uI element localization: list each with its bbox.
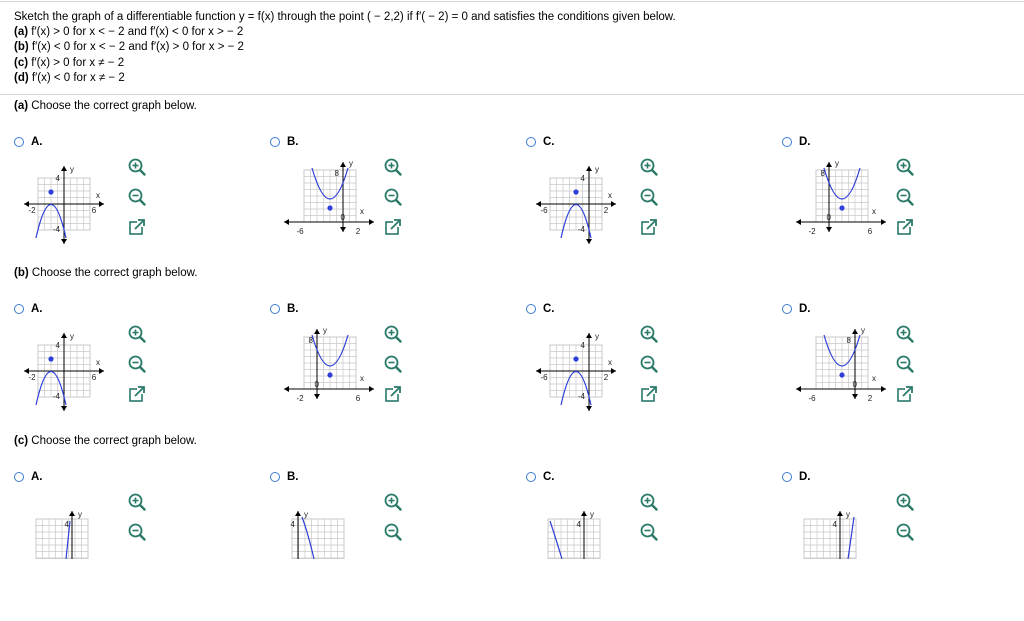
radio-button[interactable] (782, 472, 792, 482)
graph-thumbnail (270, 321, 380, 431)
y-axis-arrow-up (586, 333, 592, 338)
axis-label-y: y (70, 332, 74, 341)
tick-label-ymin: -4 (52, 392, 60, 401)
tick-label-xmin: -2 (28, 206, 36, 215)
zoom-out-icon[interactable] (126, 186, 148, 208)
tick-label-ymin: -4 (577, 392, 585, 401)
axis-label-y: y (861, 326, 865, 335)
option-label: B. (287, 303, 299, 315)
graph-grid (304, 170, 356, 222)
condition-d (14, 71, 676, 86)
graph-grid (36, 519, 88, 559)
zoom-in-icon[interactable] (382, 323, 404, 345)
tick-label-xmax: 2 (867, 394, 873, 403)
tick-label-ymax: 4 (55, 174, 60, 183)
option-label: A. (31, 303, 43, 315)
axis-label-x: x (96, 191, 100, 200)
tick-label-xmax: 2 (603, 373, 609, 382)
tick-label-ymax: 4 (576, 520, 581, 529)
part-prompt (14, 435, 197, 447)
graph-point (327, 372, 332, 377)
answer-option-a[interactable] (14, 471, 264, 621)
graph-curve (848, 517, 854, 559)
graph-grid (816, 337, 868, 389)
tick-label-ymax: 4 (290, 520, 295, 529)
tick-label-xmax: 6 (355, 394, 361, 403)
popout-icon[interactable] (638, 383, 660, 405)
condition-tag: (c) (14, 56, 29, 69)
axis-label-x: x (96, 358, 100, 367)
option-label: D. (799, 136, 811, 148)
zoom-in-icon[interactable] (126, 323, 148, 345)
y-axis-arrow-down (852, 394, 858, 399)
y-axis-arrow-up (61, 333, 67, 338)
zoom-in-icon[interactable] (638, 491, 660, 513)
condition-tag: (a) (14, 26, 29, 39)
condition-tag: (d) (14, 71, 29, 84)
axis-label-y: y (349, 159, 353, 168)
tick-label-xmax: 6 (91, 206, 97, 215)
radio-button[interactable] (270, 137, 280, 147)
part-prompt (14, 100, 197, 112)
answer-option-c[interactable] (526, 471, 776, 621)
answer-option-b[interactable] (270, 303, 520, 453)
tick-label-xmax: 6 (91, 373, 97, 382)
answer-option-d[interactable] (782, 471, 1024, 621)
axis-label-y: y (590, 510, 594, 519)
radio-button[interactable] (270, 472, 280, 482)
y-axis-arrow-up (69, 511, 75, 516)
zoom-in-icon[interactable] (382, 491, 404, 513)
graph-thumbnail (14, 321, 124, 431)
axis-label-x: x (360, 374, 364, 383)
graph-thumbnail (14, 154, 124, 264)
graph-thumbnail (270, 154, 380, 264)
tick-label-xmax: 2 (603, 206, 609, 215)
axis-label-y: y (595, 332, 599, 341)
part-prompt-text: Choose the correct graph below. (28, 100, 197, 112)
tick-label-xmin: -6 (808, 394, 816, 403)
y-axis-arrow-up (581, 511, 587, 516)
answer-option-c[interactable] (526, 136, 776, 286)
option-label: A. (31, 471, 43, 483)
condition-text: f′(x) < 0 for x ≠ − 2 (31, 71, 125, 84)
top-border (0, 1, 1024, 2)
graph-thumbnail (526, 321, 636, 431)
radio-button[interactable] (526, 137, 536, 147)
popout-icon[interactable] (126, 383, 148, 405)
option-header[interactable] (270, 303, 299, 315)
tick-label-xmin: -2 (28, 373, 36, 382)
tick-label-ymin: 0 (314, 380, 319, 389)
radio-button[interactable] (14, 137, 24, 147)
zoom-in-icon[interactable] (382, 156, 404, 178)
part-prompt-text: Choose the correct graph below. (28, 435, 197, 447)
option-header[interactable] (270, 136, 299, 148)
axis-label-y: y (835, 159, 839, 168)
problem-statement (14, 10, 676, 86)
axis-label-x: x (360, 207, 364, 216)
zoom-in-icon[interactable] (894, 491, 916, 513)
graph-point (48, 189, 53, 194)
zoom-out-icon[interactable] (126, 521, 148, 543)
answer-option-c[interactable] (526, 303, 776, 453)
graph-thumbnail (782, 489, 892, 559)
radio-button[interactable] (782, 304, 792, 314)
zoom-out-icon[interactable] (382, 521, 404, 543)
x-axis-arrow-left (284, 386, 289, 392)
graph-curve (302, 517, 314, 559)
tick-label-ymax: 8 (308, 336, 313, 345)
radio-button[interactable] (14, 304, 24, 314)
part-tag: (a) (14, 100, 29, 112)
graph-thumbnail (270, 489, 380, 559)
tick-label-xmin: -6 (296, 227, 304, 236)
graph-point (839, 205, 844, 210)
zoom-out-icon[interactable] (894, 353, 916, 375)
popout-icon[interactable] (638, 216, 660, 238)
graph-grid (292, 519, 344, 559)
axis-label-x: x (608, 191, 612, 200)
option-header[interactable] (526, 303, 555, 315)
option-label: A. (31, 136, 43, 148)
tick-label-ymin: -4 (577, 225, 585, 234)
answer-option-a[interactable] (14, 136, 264, 286)
x-axis-arrow-right (369, 219, 374, 225)
graph-thumbnail (782, 154, 892, 264)
zoom-in-icon[interactable] (638, 323, 660, 345)
option-label: C. (543, 471, 555, 483)
popout-icon[interactable] (894, 216, 916, 238)
axis-label-y: y (70, 165, 74, 174)
x-axis-arrow-right (611, 201, 616, 207)
tick-label-ymin: 0 (826, 213, 831, 222)
tick-label-ymax: 4 (55, 341, 60, 350)
radio-button[interactable] (526, 472, 536, 482)
option-label: C. (543, 136, 555, 148)
axis-label-y: y (78, 510, 82, 519)
graph-point (573, 356, 578, 361)
y-axis-arrow-up (586, 166, 592, 171)
tick-label-xmin: -2 (296, 394, 304, 403)
y-axis-arrow-down (586, 239, 592, 244)
axis-label-x: x (872, 374, 876, 383)
y-axis-arrow-up (826, 162, 832, 167)
zoom-out-icon[interactable] (382, 353, 404, 375)
axis-label-y: y (595, 165, 599, 174)
axis-label-x: x (872, 207, 876, 216)
x-axis-arrow-left (796, 219, 801, 225)
condition-text: f′(x) < 0 for x < − 2 and f′(x) > 0 for x > − 2 (31, 41, 244, 54)
y-axis-arrow-up (852, 329, 858, 334)
part-prompt-text: Choose the correct graph below. (28, 267, 198, 279)
tick-label-ymax: 4 (580, 341, 585, 350)
axis-label-x: x (608, 358, 612, 367)
option-header[interactable] (270, 471, 299, 483)
zoom-out-icon[interactable] (894, 186, 916, 208)
graph-thumbnail (782, 321, 892, 431)
tick-label-ymin: -4 (52, 225, 60, 234)
x-axis-arrow-left (796, 386, 801, 392)
condition-a (14, 25, 676, 40)
condition-tag: (b) (14, 41, 29, 54)
answer-option-d[interactable] (782, 303, 1024, 453)
option-header[interactable] (526, 136, 555, 148)
condition-text: f′(x) > 0 for x < − 2 and f′(x) < 0 for x > − 2 (31, 26, 244, 39)
option-header[interactable] (526, 471, 555, 483)
graph-thumbnail (14, 489, 124, 559)
option-header[interactable] (14, 471, 43, 483)
option-label: C. (543, 303, 555, 315)
y-axis-arrow-up (295, 511, 301, 516)
condition-b (14, 40, 676, 55)
zoom-out-icon[interactable] (638, 353, 660, 375)
tick-label-ymin: 0 (340, 213, 345, 222)
popout-icon[interactable] (894, 383, 916, 405)
answer-option-a[interactable] (14, 303, 264, 453)
tick-label-ymin: 0 (852, 380, 857, 389)
tick-label-xmax: 6 (867, 227, 873, 236)
axis-label-y: y (323, 326, 327, 335)
part-tag: (c) (14, 435, 29, 447)
graph-curve (550, 521, 562, 559)
zoom-out-icon[interactable] (382, 186, 404, 208)
y-axis-arrow-down (314, 394, 320, 399)
radio-button[interactable] (782, 137, 792, 147)
tick-label-ymax: 8 (820, 169, 825, 178)
tick-label-xmin: -2 (808, 227, 816, 236)
popout-icon[interactable] (382, 383, 404, 405)
popout-icon[interactable] (126, 216, 148, 238)
x-axis-arrow-right (881, 386, 886, 392)
zoom-out-icon[interactable] (638, 521, 660, 543)
zoom-out-icon[interactable] (638, 186, 660, 208)
popout-icon[interactable] (382, 216, 404, 238)
tick-label-ymax: 8 (846, 336, 851, 345)
option-header[interactable] (14, 136, 43, 148)
y-axis-arrow-down (826, 227, 832, 232)
answer-option-b[interactable] (270, 471, 520, 621)
graph-point (573, 189, 578, 194)
radio-button[interactable] (270, 304, 280, 314)
axis-label-y: y (304, 510, 308, 519)
zoom-in-icon[interactable] (126, 491, 148, 513)
tick-label-xmin: -6 (540, 206, 548, 215)
option-header[interactable] (782, 471, 811, 483)
part-tag: (b) (14, 267, 29, 279)
y-axis-arrow-up (314, 329, 320, 334)
x-axis-arrow-left (284, 219, 289, 225)
option-label: D. (799, 303, 811, 315)
question-text: Sketch the graph of a differentiable function y = f(x) through the point ( − 2,2) if f′( − 2) = 0 and satisfies the conditions given below. (14, 11, 676, 23)
condition-text: f′(x) > 0 for x ≠ − 2 (31, 56, 125, 69)
tick-label-ymax: 4 (832, 520, 837, 529)
x-axis-arrow-right (881, 219, 886, 225)
option-label: B. (287, 471, 299, 483)
option-label: B. (287, 136, 299, 148)
x-axis-arrow-right (369, 386, 374, 392)
y-axis-arrow-down (586, 406, 592, 411)
graph-thumbnail (526, 154, 636, 264)
x-axis-arrow-right (99, 201, 104, 207)
answer-option-b[interactable] (270, 136, 520, 286)
option-header[interactable] (14, 303, 43, 315)
graph-thumbnail (526, 489, 636, 559)
graph-point (48, 356, 53, 361)
x-axis-arrow-right (99, 368, 104, 374)
tick-label-ymax: 4 (580, 174, 585, 183)
y-axis-arrow-up (340, 162, 346, 167)
answer-option-d[interactable] (782, 136, 1024, 286)
zoom-in-icon[interactable] (894, 323, 916, 345)
tick-label-ymax: 4 (64, 520, 69, 529)
zoom-in-icon[interactable] (638, 156, 660, 178)
divider (0, 94, 1024, 95)
graph-grid (804, 519, 856, 559)
y-axis-arrow-up (61, 166, 67, 171)
part-prompt (14, 267, 197, 279)
x-axis-arrow-right (611, 368, 616, 374)
option-header[interactable] (782, 303, 811, 315)
option-label: D. (799, 471, 811, 483)
axis-label-y: y (846, 510, 850, 519)
y-axis-arrow-up (837, 511, 843, 516)
graph-point (839, 372, 844, 377)
tick-label-ymax: 8 (334, 169, 339, 178)
y-axis-arrow-down (61, 239, 67, 244)
tick-label-xmin: -6 (540, 373, 548, 382)
graph-point (327, 205, 332, 210)
condition-c (14, 56, 676, 71)
zoom-out-icon[interactable] (126, 353, 148, 375)
y-axis-arrow-down (340, 227, 346, 232)
option-header[interactable] (782, 136, 811, 148)
radio-button[interactable] (14, 472, 24, 482)
zoom-in-icon[interactable] (894, 156, 916, 178)
zoom-in-icon[interactable] (126, 156, 148, 178)
radio-button[interactable] (526, 304, 536, 314)
zoom-out-icon[interactable] (894, 521, 916, 543)
tick-label-xmax: 2 (355, 227, 361, 236)
y-axis-arrow-down (61, 406, 67, 411)
